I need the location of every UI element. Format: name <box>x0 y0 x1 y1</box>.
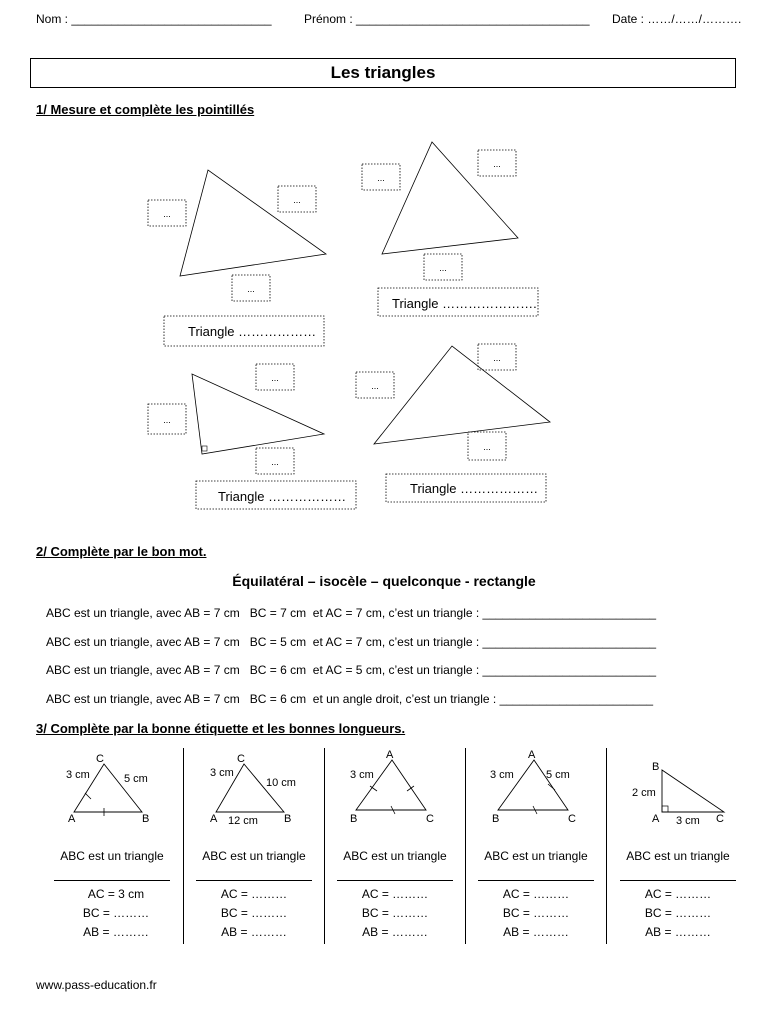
svg-text:2 cm: 2 cm <box>632 787 656 799</box>
sentence-3: ABC est un triangle, avec AB = 7 cm BC = 6 cm et AC = 5 cm, c’est un triangle : __________________________ <box>46 663 657 677</box>
measure-placeholder: ... <box>483 442 491 452</box>
card-3-sentence: ABC est un triangle <box>343 849 447 863</box>
measure-placeholder: ... <box>377 173 385 183</box>
card-5-ac: AC = ……… <box>644 887 712 901</box>
measure-placeholder: ... <box>271 457 279 467</box>
card-2-bc: BC = ……… <box>220 906 288 920</box>
card-2-sentence: ABC est un triangle <box>202 849 306 863</box>
card-1-ab: AB = ……… <box>83 925 149 939</box>
svg-text:A: A <box>210 813 218 825</box>
firstname-field[interactable]: Prénom : ___________________________________ <box>304 12 590 26</box>
sentence-4: ABC est un triangle, avec AB = 7 cm BC = 6 cm et un angle droit, c’est un triangle : _______________________ <box>46 692 654 706</box>
svg-text:B: B <box>142 813 150 825</box>
figure-1 <box>66 753 149 825</box>
card-3-ac: AC = ……… <box>361 887 429 901</box>
figure-5 <box>632 761 724 827</box>
word-list: Équilatéral – isocèle – quelconque - rectangle <box>232 573 536 589</box>
svg-text:B: B <box>652 761 660 773</box>
svg-text:10 cm: 10 cm <box>266 777 296 789</box>
svg-text:B: B <box>492 813 500 825</box>
svg-text:12 cm: 12 cm <box>228 815 258 827</box>
svg-text:C: C <box>568 813 576 825</box>
exercise2-heading: 2/ Complète par le bon mot. <box>36 544 207 559</box>
card-1-bc: BC = ……… <box>82 906 150 920</box>
right-angle-mark <box>202 446 207 451</box>
card-3-answer-line[interactable] <box>337 880 453 881</box>
figure-3 <box>350 749 434 825</box>
card-5-sentence: ABC est un triangle <box>626 849 730 863</box>
svg-text:C: C <box>237 753 245 765</box>
svg-text:3 cm: 3 cm <box>210 767 234 779</box>
date-field[interactable]: Date : ……/……/………. <box>612 12 742 26</box>
measure-placeholder: ... <box>371 381 379 391</box>
card-1-answer-line[interactable] <box>54 880 170 881</box>
sentence-2: ABC est un triangle, avec AB = 7 cm BC = 5 cm et AC = 7 cm, c’est un triangle : __________________________ <box>46 635 657 649</box>
svg-text:C: C <box>426 813 434 825</box>
triangle-label: Triangle ……………… <box>218 489 347 504</box>
card-5-answer-line[interactable] <box>620 880 736 881</box>
page-title: Les triangles <box>30 58 736 88</box>
measure-placeholder: ... <box>163 209 171 219</box>
svg-text:A: A <box>652 813 660 825</box>
svg-text:B: B <box>350 813 358 825</box>
figure-2 <box>210 753 296 827</box>
card-2-ab: AB = ……… <box>221 925 287 939</box>
svg-text:3 cm: 3 cm <box>66 769 90 781</box>
triangle-label: Triangle …………………. <box>392 296 537 311</box>
measure-placeholder: ... <box>163 415 171 425</box>
exercise3-figures <box>0 744 768 834</box>
triangle-label: Triangle ……………… <box>188 324 317 339</box>
exercise1-heading: 1/ Mesure et complète les pointillés <box>36 102 255 117</box>
measure-placeholder: ... <box>271 373 279 383</box>
card-4-ab: AB = ……… <box>503 925 569 939</box>
exercise3-heading: 3/ Complète par la bonne étiquette et les bonnes longueurs. <box>36 721 406 736</box>
card-3-bc: BC = ……… <box>361 906 429 920</box>
triangle-label: Triangle ……………… <box>410 481 539 496</box>
svg-text:3 cm: 3 cm <box>350 769 374 781</box>
figure-4 <box>490 749 576 825</box>
svg-text:B: B <box>284 813 292 825</box>
name-field[interactable]: Nom : ______________________________ <box>36 12 272 26</box>
svg-text:A: A <box>68 813 76 825</box>
svg-text:A: A <box>528 749 536 761</box>
measure-placeholder: ... <box>439 263 447 273</box>
svg-text:A: A <box>386 749 394 761</box>
card-4-bc: BC = ……… <box>502 906 570 920</box>
card-1-ac: AC = 3 cm <box>87 887 145 901</box>
measure-placeholder: ... <box>247 284 255 294</box>
card-4-sentence: ABC est un triangle <box>484 849 588 863</box>
card-5-ab: AB = ……… <box>645 925 711 939</box>
measure-placeholder: ... <box>493 159 501 169</box>
card-5-bc: BC = ……… <box>644 906 712 920</box>
exercise1-figures <box>0 120 768 520</box>
card-1-sentence: ABC est un triangle <box>60 849 164 863</box>
svg-text:5 cm: 5 cm <box>546 769 570 781</box>
triangle-4 <box>374 346 550 444</box>
card-3-ab: AB = ……… <box>362 925 428 939</box>
svg-text:3 cm: 3 cm <box>490 769 514 781</box>
triangle-3 <box>192 374 324 454</box>
svg-text:C: C <box>96 753 104 765</box>
svg-text:5 cm: 5 cm <box>124 773 148 785</box>
measure-placeholder: ... <box>493 353 501 363</box>
svg-text:C: C <box>716 813 724 825</box>
svg-text:3 cm: 3 cm <box>676 815 700 827</box>
card-4-answer-line[interactable] <box>478 880 594 881</box>
footer-link[interactable]: www.pass-education.fr <box>36 978 157 992</box>
card-2-answer-line[interactable] <box>196 880 312 881</box>
sentence-1: ABC est un triangle, avec AB = 7 cm BC = 7 cm et AC = 7 cm, c’est un triangle : __________________________ <box>46 606 657 620</box>
card-4-ac: AC = ……… <box>502 887 570 901</box>
triangle-1 <box>180 170 326 276</box>
card-2-ac: AC = ……… <box>220 887 288 901</box>
measure-placeholder: ... <box>293 195 301 205</box>
